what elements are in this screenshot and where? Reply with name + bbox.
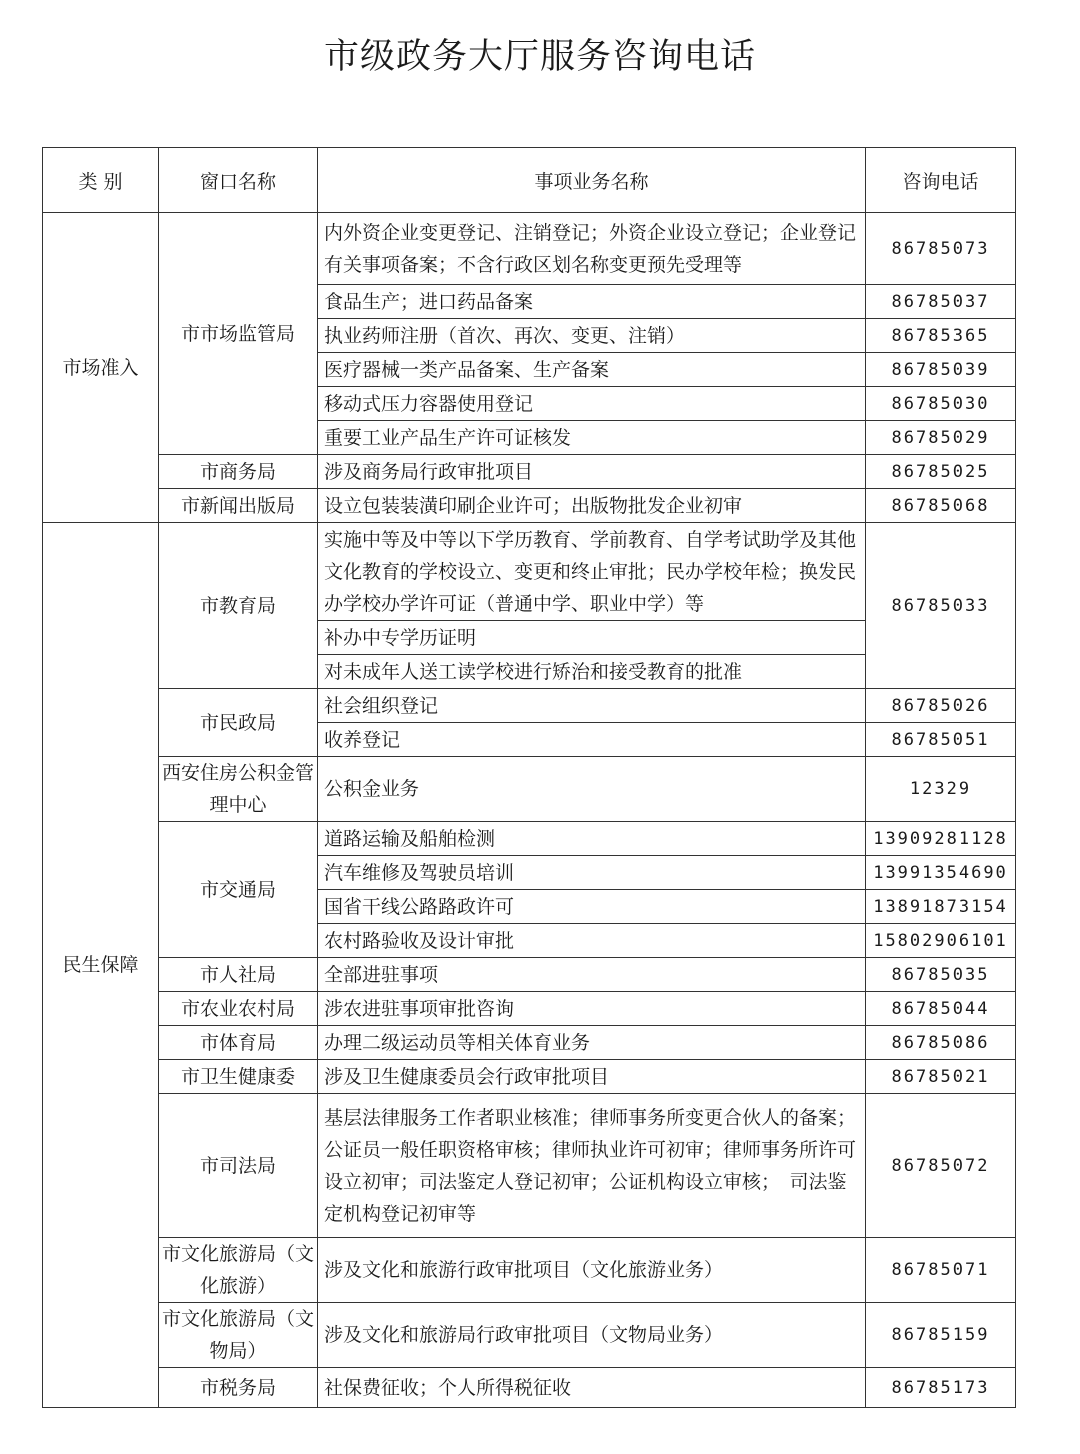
table-row (43, 1303, 1016, 1368)
table-header-row (43, 148, 1016, 213)
consultation-phone-table (42, 147, 1016, 1408)
phone-cell: 86785035 (866, 958, 1016, 992)
window-cell: 市司法局 (159, 1094, 318, 1238)
phone-cell: 13991354690 (866, 856, 1016, 890)
item-cell: 农村路验收及设计审批 (318, 924, 866, 958)
phone-cell: 86785029 (866, 421, 1016, 455)
window-cell: 市卫生健康委 (159, 1060, 318, 1094)
window-cell: 市税务局 (159, 1368, 318, 1408)
item-cell: 社保费征收；个人所得税征收 (318, 1368, 866, 1408)
phone-cell: 86785039 (866, 353, 1016, 387)
item-cell: 涉及卫生健康委员会行政审批项目 (318, 1060, 866, 1094)
window-cell: 市交通局 (159, 822, 318, 958)
item-cell: 国省干线公路路政许可 (318, 890, 866, 924)
item-cell: 基层法律服务工作者职业核准；律师事务所变更合伙人的备案；公证员一般任职资格审核；律师执业许可初审；律师事务所许可设立初审；司法鉴定人登记初审；公证机构设立审核； 司法鉴定机构登记初审等 (318, 1094, 866, 1238)
item-cell: 汽车维修及驾驶员培训 (318, 856, 866, 890)
item-cell: 全部进驻事项 (318, 958, 866, 992)
phone-cell: 86785073 (866, 213, 1016, 285)
item-cell: 补办中专学历证明 (318, 621, 866, 655)
phone-cell: 86785086 (866, 1026, 1016, 1060)
window-cell: 市人社局 (159, 958, 318, 992)
item-cell: 公积金业务 (318, 757, 866, 822)
item-cell: 涉及文化和旅游行政审批项目（文化旅游业务） (318, 1238, 866, 1303)
table-row (43, 455, 1016, 489)
phone-cell: 86785173 (866, 1368, 1016, 1408)
phone-cell: 86785159 (866, 1303, 1016, 1368)
header-item: 事项业务名称 (318, 148, 866, 213)
category-cell-market: 市场准入 (43, 213, 159, 523)
phone-cell: 86785072 (866, 1094, 1016, 1238)
phone-cell: 86785365 (866, 319, 1016, 353)
item-cell: 收养登记 (318, 723, 866, 757)
table-row (43, 1026, 1016, 1060)
phone-cell: 13909281128 (866, 822, 1016, 856)
table-row (43, 523, 1016, 621)
phone-cell: 86785044 (866, 992, 1016, 1026)
table-row (43, 213, 1016, 285)
table-row (43, 757, 1016, 822)
window-cell: 市文化旅游局（文化旅游） (159, 1238, 318, 1303)
item-cell: 医疗器械一类产品备案、生产备案 (318, 353, 866, 387)
table-row (43, 958, 1016, 992)
header-window: 窗口名称 (159, 148, 318, 213)
item-cell: 移动式压力容器使用登记 (318, 387, 866, 421)
table-row (43, 1094, 1016, 1238)
window-cell: 市文化旅游局（文物局） (159, 1303, 318, 1368)
phone-cell: 15802906101 (866, 924, 1016, 958)
table-row (43, 1238, 1016, 1303)
window-cell: 市商务局 (159, 455, 318, 489)
item-cell: 食品生产；进口药品备案 (318, 285, 866, 319)
phone-cell: 86785030 (866, 387, 1016, 421)
category-cell-livelihood: 民生保障 (43, 523, 159, 1408)
item-cell: 内外资企业变更登记、注销登记；外资企业设立登记；企业登记有关事项备案；不含行政区划名称变更预先受理等 (318, 213, 866, 285)
window-cell: 市体育局 (159, 1026, 318, 1060)
phone-cell: 13891873154 (866, 890, 1016, 924)
header-category: 类 别 (43, 148, 159, 213)
phone-cell: 86785026 (866, 689, 1016, 723)
item-cell: 重要工业产品生产许可证核发 (318, 421, 866, 455)
phone-cell: 12329 (866, 757, 1016, 822)
table-row (43, 689, 1016, 723)
item-cell: 办理二级运动员等相关体育业务 (318, 1026, 866, 1060)
phone-cell: 86785037 (866, 285, 1016, 319)
item-cell: 执业药师注册（首次、再次、变更、注销） (318, 319, 866, 353)
table-row (43, 1060, 1016, 1094)
phone-cell: 86785051 (866, 723, 1016, 757)
phone-cell: 86785025 (866, 455, 1016, 489)
page-title: 市级政务大厅服务咨询电话 (323, 37, 756, 77)
window-cell: 市民政局 (159, 689, 318, 757)
window-cell: 市教育局 (159, 523, 318, 689)
item-cell: 涉及文化和旅游局行政审批项目（文物局业务） (318, 1303, 866, 1368)
table-row (43, 992, 1016, 1026)
header-phone: 咨询电话 (866, 148, 1016, 213)
item-cell: 对未成年人送工读学校进行矫治和接受教育的批准 (318, 655, 866, 689)
item-cell: 社会组织登记 (318, 689, 866, 723)
item-cell: 道路运输及船舶检测 (318, 822, 866, 856)
table-row (43, 822, 1016, 856)
table-row (43, 1368, 1016, 1408)
table-row (43, 489, 1016, 523)
window-cell: 市市场监管局 (159, 213, 318, 455)
phone-cell: 86785071 (866, 1238, 1016, 1303)
phone-cell: 86785033 (866, 523, 1016, 689)
window-cell: 市农业农村局 (159, 992, 318, 1026)
phone-cell: 86785068 (866, 489, 1016, 523)
item-cell: 设立包装装潢印刷企业许可；出版物批发企业初审 (318, 489, 866, 523)
item-cell: 涉及商务局行政审批项目 (318, 455, 866, 489)
window-cell: 西安住房公积金管理中心 (159, 757, 318, 822)
phone-cell: 86785021 (866, 1060, 1016, 1094)
window-cell: 市新闻出版局 (159, 489, 318, 523)
item-cell: 涉农进驻事项审批咨询 (318, 992, 866, 1026)
item-cell: 实施中等及中等以下学历教育、学前教育、自学考试助学及其他文化教育的学校设立、变更和终止审批；民办学校年检；换发民办学校办学许可证（普通中学、职业中学）等 (318, 523, 866, 621)
